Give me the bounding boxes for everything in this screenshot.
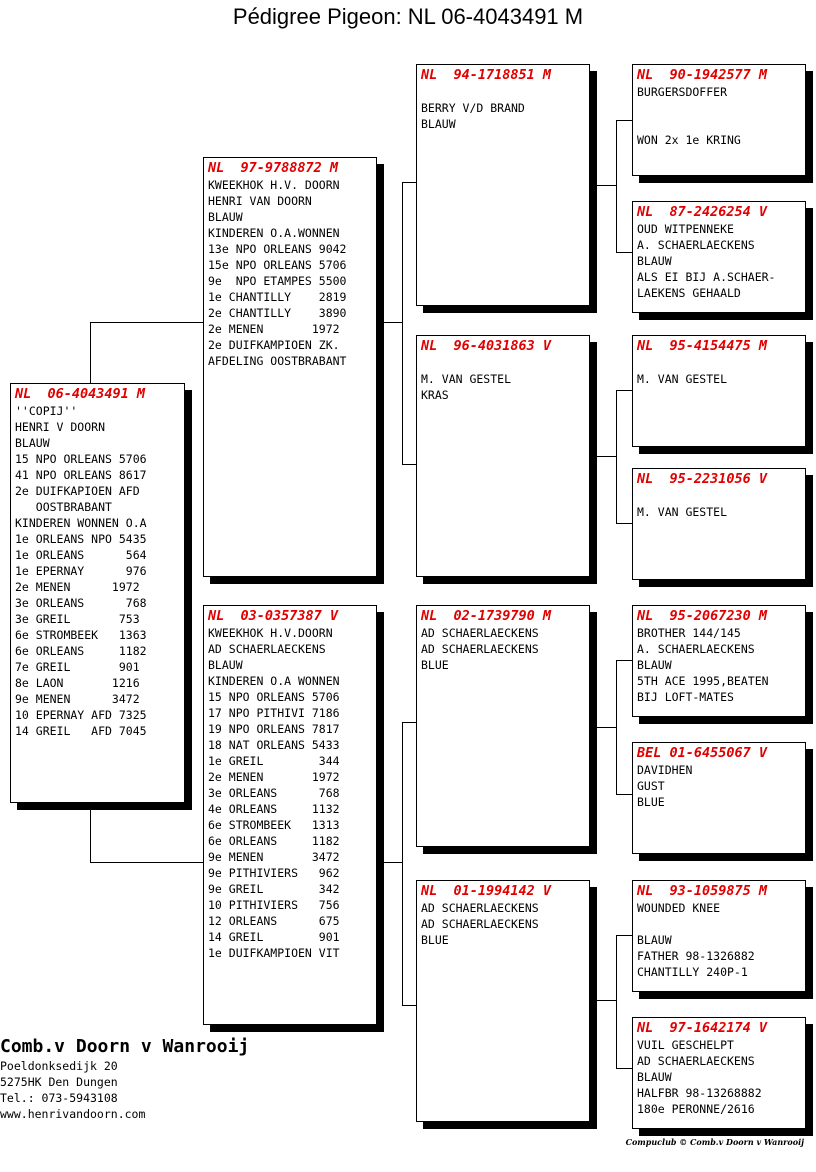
pigeon-info-line: AD SCHAERLAECKENS — [421, 626, 539, 640]
pigeon-info-line: KWEEKHOK H.V. DOORN — [208, 178, 340, 192]
pigeon-info-line: BLAUW — [637, 254, 672, 268]
pigeon-info-line: 15 NPO ORLEANS 5706 — [208, 690, 340, 704]
pigeon-info-line: 1e ORLEANS 564 — [15, 548, 147, 562]
breeder-city: 5275HK Den Dungen — [0, 1075, 118, 1089]
pigeon-info-line: LAEKENS GEHAALD — [637, 286, 741, 300]
pigeon-info-line: 3e GREIL 753 — [15, 612, 140, 626]
pigeon-info-line: 1e EPERNAY 976 — [15, 564, 147, 578]
pigeon-info-line: 9e GREIL 342 — [208, 882, 340, 896]
pigeon-box-mfm — [632, 742, 806, 854]
pigeon-info-line — [637, 100, 801, 116]
connector-line — [616, 390, 617, 523]
pigeon-info-line: 2e DUIFKAMPIOEN ZK. — [208, 338, 340, 352]
pigeon-info-line: 2e MENEN 1972 — [208, 770, 340, 784]
pigeon-info-line: GUST — [637, 779, 665, 793]
pigeon-info-line: 1e DUIFKAMPIOEN VIT — [208, 946, 340, 960]
pigeon-box-mmm — [632, 1017, 806, 1129]
connector-line — [90, 862, 204, 863]
pigeon-info-line: 10 PITHIVIERS 756 — [208, 898, 340, 912]
connector-line — [616, 120, 632, 121]
pigeon-info-line — [637, 488, 801, 504]
pigeon-info-line: 1e GREIL 344 — [208, 754, 340, 768]
connector-line — [616, 523, 632, 524]
pigeon-info-line: OOSTBRABANT — [15, 500, 112, 514]
connector-line — [590, 727, 616, 728]
pigeon-info-line: 9e MENEN 3472 — [15, 692, 140, 706]
pigeon-info-line: 1e ORLEANS NPO 5435 — [15, 532, 147, 546]
pigeon-info-line: 6e STROMBEEK 1363 — [15, 628, 147, 642]
ring-number: NL 97-9788872 M — [208, 160, 339, 176]
pigeon-info-line: 2e MENEN 1972 — [208, 322, 340, 336]
pigeon-info-line: 14 GREIL 901 — [208, 930, 340, 944]
pigeon-info-line: BLAUW — [637, 1070, 672, 1084]
breeder-phone: Tel.: 073-5943108 — [0, 1091, 118, 1105]
pigeon-info-line: KRAS — [421, 388, 449, 402]
connector-line — [402, 722, 403, 1005]
pigeon-info-line: AD SCHAERLAECKENS — [421, 901, 539, 915]
pigeon-info-line: 15e NPO ORLEANS 5706 — [208, 258, 347, 272]
connector-line — [616, 935, 617, 1068]
pigeon-info-line: 19 NPO ORLEANS 7817 — [208, 722, 340, 736]
pigeon-info-line: VUIL GESCHELPT — [637, 1038, 734, 1052]
pigeon-info-line: 9e PITHIVIERS 962 — [208, 866, 340, 880]
ring-number: NL 95-4154475 M — [637, 338, 768, 354]
pigeon-info-line: DAVIDHEN — [637, 763, 693, 777]
connector-line — [616, 660, 632, 661]
pigeon-info-line — [421, 355, 585, 371]
pigeon-info-line: BLAUW — [637, 658, 672, 672]
ring-number: NL 87-2426254 V — [637, 204, 768, 220]
pigeon-info-line: BROTHER 144/145 — [637, 626, 741, 640]
connector-line — [402, 1005, 417, 1006]
connector-line — [616, 935, 632, 936]
pigeon-info-line: 6e STROMBEEK 1313 — [208, 818, 340, 832]
ring-number: NL 93-1059875 M — [637, 883, 768, 899]
pigeon-info-line: WOUNDED KNEE — [637, 901, 721, 915]
pigeon-info-line: FATHER 98-1326882 — [637, 949, 755, 963]
pigeon-info-line: BLAUW — [15, 436, 50, 450]
pigeon-box-subject — [10, 383, 185, 803]
connector-line — [402, 722, 417, 723]
connector-line — [90, 808, 91, 862]
pigeon-info-line: HENRI V DOORN — [15, 420, 106, 434]
pigeon-info-line: 41 NPO ORLEANS 8617 — [15, 468, 147, 482]
connector-line — [590, 185, 616, 186]
pigeon-info-line: 3e ORLEANS 768 — [208, 786, 340, 800]
pigeon-info-line: M. VAN GESTEL — [637, 372, 728, 386]
pigeon-box-mff — [632, 605, 806, 717]
pigeon-info-line: 3e ORLEANS 768 — [15, 596, 147, 610]
connector-line — [616, 120, 617, 252]
connector-line — [590, 1000, 616, 1001]
pigeon-info-line: KINDEREN O.A.WONNEN — [208, 226, 340, 240]
pigeon-info-line: BLUE — [421, 933, 449, 947]
pigeon-info-line: AD SCHAERLAECKENS — [208, 642, 326, 656]
pigeon-info-line: 9e MENEN 3472 — [208, 850, 340, 864]
page-title: Pédigree Pigeon: NL 06-4043491 M — [232, 4, 584, 29]
pigeon-box-mmf — [632, 880, 806, 992]
ring-number: NL 06-4043491 M — [15, 386, 146, 402]
pigeon-box-fmm — [632, 468, 806, 580]
pigeon-info-line: OUD WITPENNEKE — [637, 222, 734, 236]
pigeon-box-ff — [416, 64, 590, 306]
pigeon-info-line: 9e NPO ETAMPES 5500 — [208, 274, 347, 288]
pigeon-info-line: AD SCHAERLAECKENS — [421, 917, 539, 931]
pigeon-info-line: AD SCHAERLAECKENS — [421, 642, 539, 656]
pigeon-box-mf — [416, 605, 590, 847]
breeder-name: Comb.v Doorn v Wanrooij — [0, 1036, 250, 1057]
pigeon-info-line — [637, 916, 801, 932]
pigeon-info-line: 180e PERONNE/2616 — [637, 1102, 755, 1116]
pigeon-info-line: BLUE — [637, 795, 665, 809]
pigeon-info-line: 12 ORLEANS 675 — [208, 914, 340, 928]
ring-number: NL 96-4031863 V — [421, 338, 552, 354]
pigeon-info-line — [637, 116, 801, 132]
breeder-website[interactable]: www.henrivandoorn.com — [0, 1107, 146, 1121]
pigeon-info-line: BLAUW — [637, 933, 672, 947]
pigeon-info-line: AFDELING OOSTBRABANT — [208, 354, 347, 368]
pigeon-info-line: 1e CHANTILLY 2819 — [208, 290, 347, 304]
pigeon-info-line: A. SCHAERLAECKENS — [637, 642, 755, 656]
pigeon-box-mother — [203, 605, 377, 1025]
software-credit: Compuclub © Comb.v Doorn v Wanrooij — [625, 1137, 804, 1147]
connector-line — [377, 862, 402, 863]
pigeon-info-line: A. SCHAERLAECKENS — [637, 238, 755, 252]
ring-number: NL 90-1942577 M — [637, 67, 768, 83]
connector-line — [616, 252, 632, 253]
pigeon-info-line: BURGERSDOFFER — [637, 85, 728, 99]
connector-line — [90, 322, 91, 384]
connector-line — [616, 660, 617, 794]
pigeon-info-line: BLAUW — [421, 117, 456, 131]
pigeon-info-line: 2e CHANTILLY 3890 — [208, 306, 347, 320]
connector-line — [590, 456, 616, 457]
pigeon-info-line: 2e MENEN 1972 — [15, 580, 140, 594]
pigeon-info-line: M. VAN GESTEL — [637, 505, 728, 519]
pigeon-info-line: 14 GREIL AFD 7045 — [15, 724, 147, 738]
pigeon-info-line: 6e ORLEANS 1182 — [208, 834, 340, 848]
breeder-address: Poeldonksedijk 20 — [0, 1059, 118, 1073]
connector-line — [402, 182, 417, 183]
ring-number: NL 01-1994142 V — [421, 883, 552, 899]
pigeon-info-line: BLAUW — [208, 210, 243, 224]
pigeon-info-line: 7e GREIL 901 — [15, 660, 140, 674]
ring-number: NL 95-2231056 V — [637, 471, 768, 487]
pigeon-box-fmf — [632, 335, 806, 447]
pigeon-box-fm — [416, 335, 590, 577]
pigeon-info-line: BIJ LOFT-MATES — [637, 690, 734, 704]
pigeon-box-mm — [416, 880, 590, 1122]
pigeon-info-line: 2e DUIFKAPIOEN AFD — [15, 484, 140, 498]
breeder-info — [0, 1036, 249, 1122]
connector-line — [377, 322, 402, 323]
pigeon-info-line: 5TH ACE 1995,BEATEN — [637, 674, 769, 688]
pigeon-info-line: HENRI VAN DOORN — [208, 194, 312, 208]
pigeon-box-fff — [632, 64, 806, 176]
ring-number: NL 95-2067230 M — [637, 608, 768, 624]
connector-line — [616, 794, 632, 795]
pigeon-box-father — [203, 157, 377, 577]
pigeon-info-line: AD SCHAERLAECKENS — [637, 1054, 755, 1068]
pigeon-info-line: BLAUW — [208, 658, 243, 672]
connector-line — [616, 1068, 632, 1069]
pigeon-info-line: CHANTILLY 240P-1 — [637, 965, 748, 979]
pigeon-info-line: KWEEKHOK H.V.DOORN — [208, 626, 333, 640]
ring-number: NL 03-0357387 V — [208, 608, 339, 624]
pigeon-info-line: 10 EPERNAY AFD 7325 — [15, 708, 147, 722]
connector-line — [402, 182, 403, 464]
ring-number: NL 94-1718851 M — [421, 67, 552, 83]
connector-line — [402, 464, 417, 465]
pigeon-info-line: BERRY V/D BRAND — [421, 101, 525, 115]
connector-line — [616, 390, 632, 391]
pigeon-info-line: 6e ORLEANS 1182 — [15, 644, 147, 658]
ring-number: NL 02-1739790 M — [421, 608, 552, 624]
pigeon-info-line: ''COPIJ'' — [15, 404, 78, 418]
pigeon-info-line: KINDEREN O.A WONNEN — [208, 674, 340, 688]
pigeon-info-line: 15 NPO ORLEANS 5706 — [15, 452, 147, 466]
pigeon-info-line: 8e LAON 1216 — [15, 676, 140, 690]
pigeon-info-line: 17 NPO PITHIVI 7186 — [208, 706, 340, 720]
pigeon-info-line: ALS EI BIJ A.SCHAER- — [637, 270, 776, 284]
pigeon-info-line: 18 NAT ORLEANS 5433 — [208, 738, 340, 752]
pigeon-info-line: WON 2x 1e KRING — [637, 133, 741, 147]
pigeon-info-line — [637, 355, 801, 371]
connector-line — [90, 322, 204, 323]
pigeon-info-line — [421, 84, 585, 100]
pigeon-info-line: M. VAN GESTEL — [421, 372, 512, 386]
pigeon-box-ffm — [632, 201, 806, 313]
pigeon-info-line: BLUE — [421, 658, 449, 672]
pigeon-info-line: KINDEREN WONNEN O.A — [15, 516, 147, 530]
ring-number: NL 97-1642174 V — [637, 1020, 768, 1036]
pigeon-info-line: HALFBR 98-13268882 — [637, 1086, 762, 1100]
ring-number: BEL 01-6455067 V — [637, 745, 768, 761]
pigeon-info-line: 4e ORLEANS 1132 — [208, 802, 340, 816]
pigeon-info-line: 13e NPO ORLEANS 9042 — [208, 242, 347, 256]
